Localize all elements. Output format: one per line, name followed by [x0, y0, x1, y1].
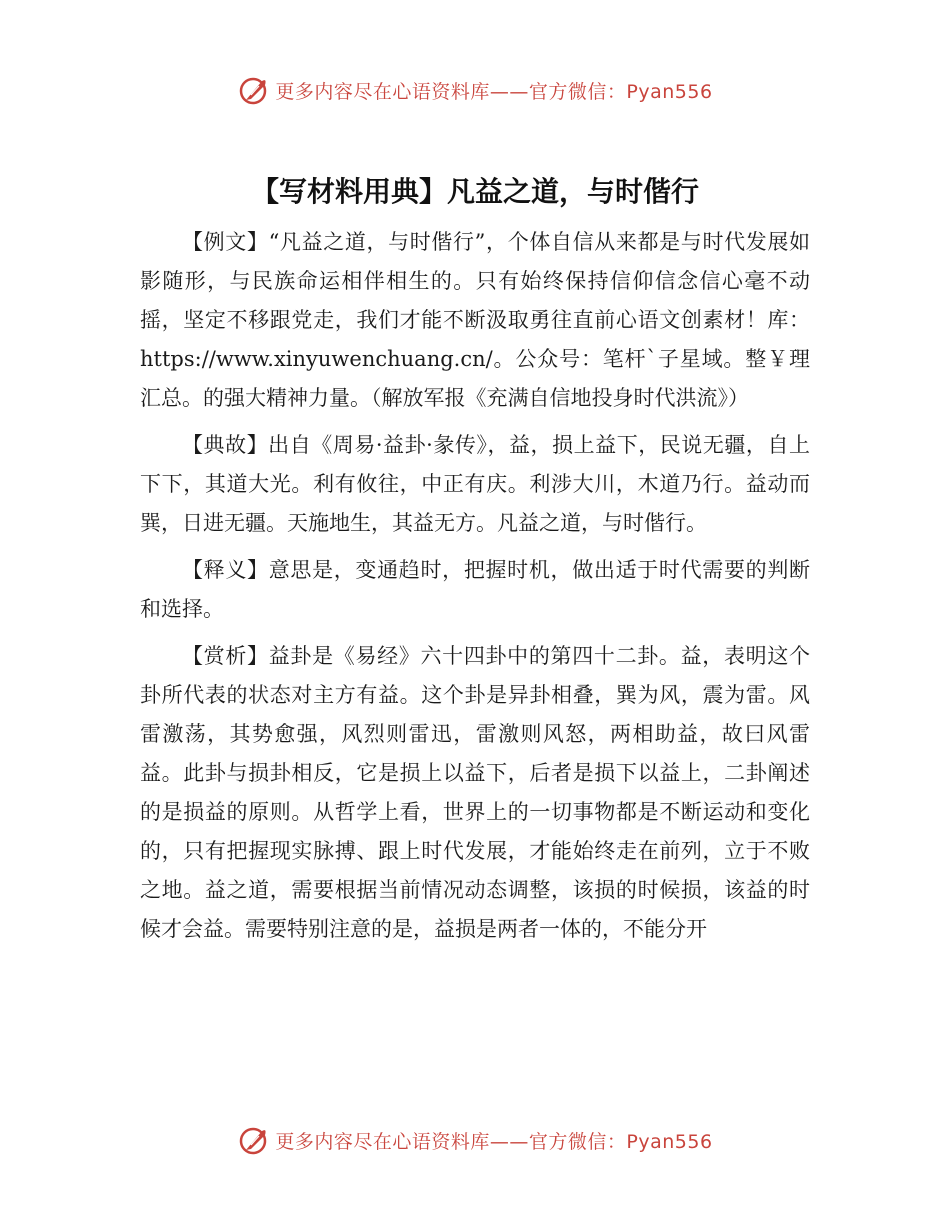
header-banner — [0, 70, 950, 110]
paragraph-text: 出自《周易·益卦·彖传》，益，损上益下，民说无疆，自上下下，其道大光。利有攸往，中正有庆。利涉大川，木道乃行。益动而巽，日进无疆。天施地生，其益无方。凡益之道，与时偕行。 — [140, 433, 810, 535]
paragraph-text: 益卦是《易经》六十四卦中的第四十二卦。益，表明这个卦所代表的状态对主方有益。这个卦是异卦相叠，巽为风，震为雷。风雷激荡，其势愈强，风烈则雷迅，雷激则风怒，两相助益，故曰风雷益。此卦与损卦相反，它是损上以益下，后者是损下以益上，二卦阐述的是损益的原则。从哲学上看，世界上的一切事物都是不断运动和变化的，只有把握现实脉搏、跟上时代发展，才能始终走在前列，立于不败之地。益之道，需要根据当前情况动态调整，该损的时候损，该益的时候才会益。需要特别注意的是，益损是两者一体的，不能分开 — [140, 644, 811, 941]
paragraph-allusion — [140, 426, 810, 543]
paragraph-label: 【赏析】 — [182, 644, 269, 668]
paragraph-label: 【例文】 — [182, 230, 269, 254]
paragraph-text: “凡益之道，与时偕行”，个体自信从来都是与时代发展如影随形，与民族命运相伴相生的。只有始终保持信仰信念信心毫不动摇，坚定不移跟党走，我们才能不断汲取勇往直前心语文创素材！库：https://www.xinyuwenchuang.cn/。公众号：笔杆`子星域。整￥理汇总。的强大精神力量。（解放军报《充满自信地投身时代洪流》） — [140, 230, 810, 410]
paragraph-label: 【释义】 — [182, 558, 269, 582]
paragraph-text: 意思是，变通趋时，把握时机，做出适于时代需要的判断和选择。 — [140, 558, 811, 621]
paragraph-label: 【典故】 — [182, 433, 269, 457]
feather-pen-logo-icon — [237, 73, 271, 107]
paragraph-example — [140, 223, 810, 418]
page-title: 【写材料用典】凡益之道，与时偕行 — [250, 175, 699, 208]
footer-banner — [0, 1120, 950, 1160]
article-body — [140, 223, 810, 957]
paragraph-meaning — [140, 551, 810, 629]
paragraph-analysis — [140, 637, 810, 949]
footer-banner-text: 更多内容尽在心语资料库——官方微信：Pyan556 — [275, 1130, 713, 1153]
feather-pen-logo-icon — [237, 1123, 271, 1157]
header-banner-text: 更多内容尽在心语资料库——官方微信：Pyan556 — [275, 80, 713, 103]
